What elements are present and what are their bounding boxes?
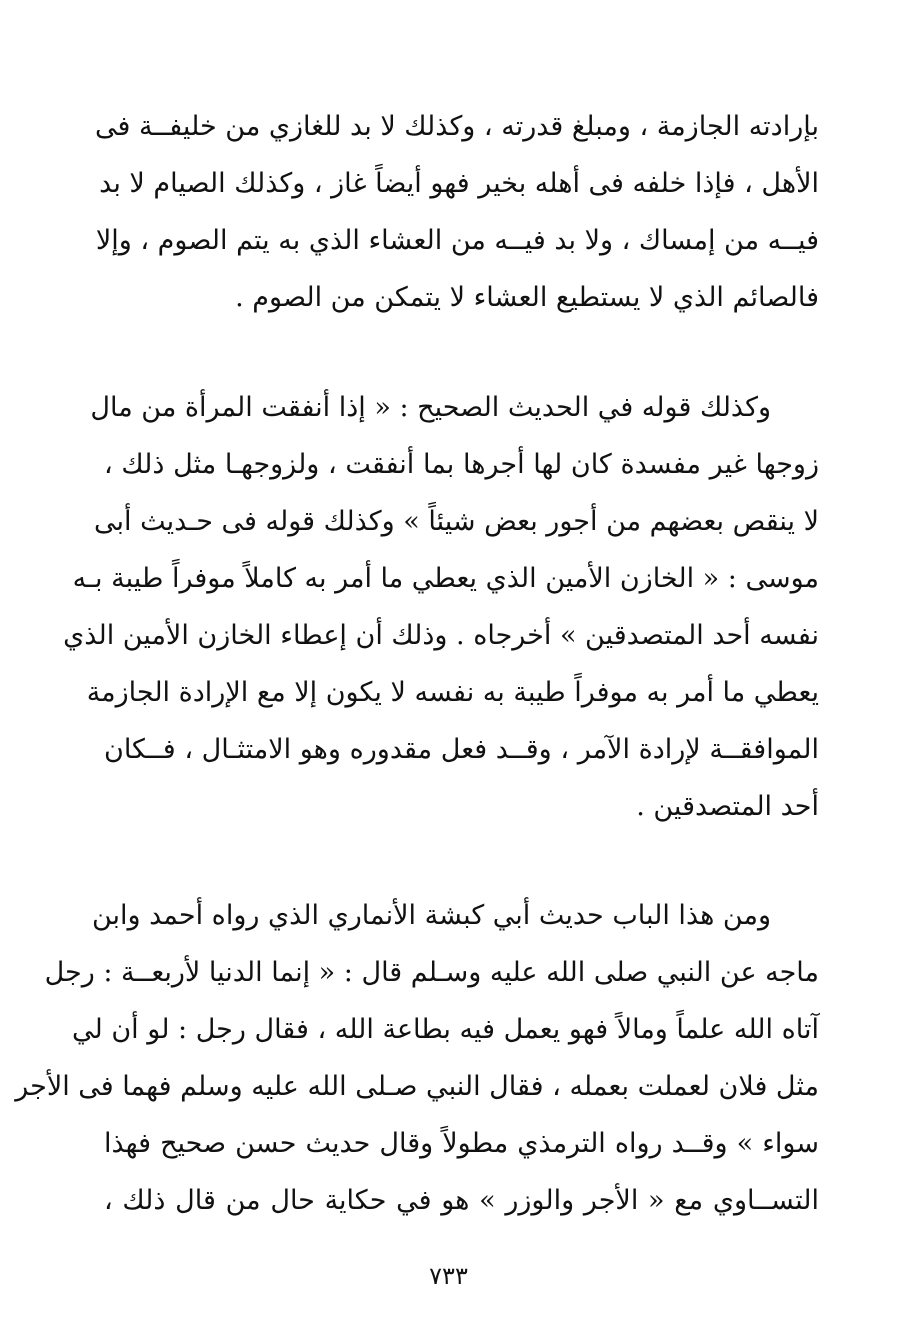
text-line: آتاه الله علماً ومالاً فهو يعمل فيه بطاعة الله ، فقال رجل : لو أن لي — [72, 1014, 819, 1045]
text-line: بإرادته الجازمة ، ومبلغ قدرته ، وكذلك لا بد للغازي من خليفــة فى — [94, 111, 819, 142]
text-line: نفسه أحد المتصدقين » أخرجاه . وذلك أن إعطاء الخازن الأمين الذي — [63, 620, 819, 651]
text-line: زوجها غير مفسدة كان لها أجرها بما أنفقت ، ولزوجهـا مثل ذلك ، — [104, 449, 819, 480]
paragraph-1 — [94, 98, 819, 326]
text-line: موسى : « الخازن الأمين الذي يعطي ما أمر به كاملاً موفراً طيبة بـه — [72, 563, 819, 594]
text-line: وكذلك قوله في الحديث الصحيح : « إذا أنفقت المرأة من مال — [90, 392, 771, 423]
text-line: لا ينقص بعضهم من أجور بعض شيئاً » وكذلك قوله فى حـديث أبى — [94, 506, 819, 537]
text-line: التســاوي مع « الأجر والوزر » هو في حكاية حال من قال ذلك ، — [104, 1185, 819, 1216]
text-line: أحد المتصدقين . — [636, 791, 819, 822]
text-line: يعطي ما أمر به موفراً طيبة به نفسه لا يكون إلا مع الإرادة الجازمة — [86, 677, 819, 708]
text-line: الموافقــة لإرادة الآمر ، وقــد فعل مقدوره وهو الامتثـال ، فــكان — [104, 734, 819, 765]
text-line: فالصائم الذي لا يستطيع العشاء لا يتمكن من الصوم . — [235, 282, 819, 313]
text-line: مثل فلان لعملت بعمله ، فقال النبي صـلى الله عليه وسلم فهما فى الأجر — [15, 1071, 819, 1102]
text-line: ومن هذا الباب حديث أبي كبشة الأنماري الذي رواه أحمد وابن — [91, 900, 771, 931]
text-line: ماجه عن النبي صلى الله عليه وسـلم قال : « إنما الدنيا لأربعــة : رجل — [44, 957, 819, 988]
page-number: ٧٣٣ — [429, 1262, 468, 1290]
paragraph-3 — [15, 887, 819, 1229]
text-line: فيــه من إمساك ، ولا بد فيــه من العشاء الذي به يتم الصوم ، وإلا — [95, 225, 819, 256]
paragraph-2 — [63, 379, 819, 835]
text-line: سواء » وقــد رواه الترمذي مطولاً وقال حديث حسن صحيح فهذا — [104, 1128, 819, 1159]
text-line: الأهل ، فإذا خلفه فى أهله بخير فهو أيضاً غاز ، وكذلك الصيام لا بد — [99, 168, 819, 199]
